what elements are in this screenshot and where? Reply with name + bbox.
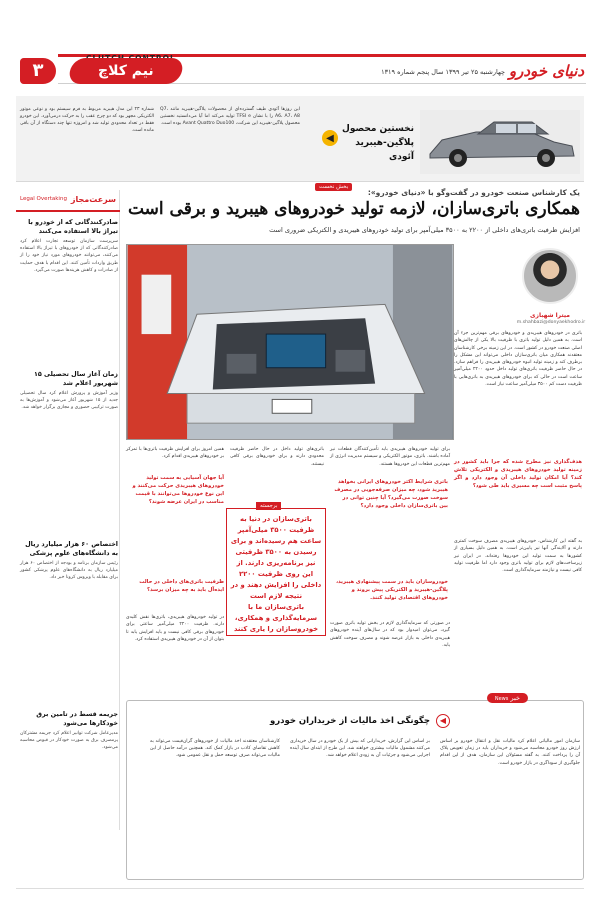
publication-logo: دنیای خودرو — [508, 62, 584, 80]
sidebar-item-title: جریمه قسط در تامین برق خودکارها می‌شود — [36, 710, 118, 727]
sidebar-title: سرعت‌مجاز — [70, 195, 116, 204]
pull-quote: باتری‌سازان در دنیا به ظرفیت ۳۵۰۰ میلی‌آمپر ساعت هم رسیده‌اند و برای رسیدن به ۳۵۰۰ ظرفیتی نیز برنامه‌ریزی دارند. از این روی ظرفیت ۲۲۰۰ داخلی را افزایش دهند و در نتیجه لازم است باتری‌سازان ما با سرمایه‌گذاری و همکاری، خودروسازان را یاری کنند — [230, 515, 322, 633]
sidebar-item-title: اختصاص ۶۰ هزار میلیارد ریال به دانشگاه‌های علوم پزشکی — [25, 540, 118, 557]
pull-quote-tag: برجسته — [256, 502, 281, 510]
news-tag-en: News — [494, 696, 509, 702]
author-name: میترا شهبازی — [529, 312, 570, 319]
article-question: ظرفیت باتری‌های داخلی در حالت ایده‌آل باید به چه میزان برسد؟ — [139, 579, 224, 593]
article-question: آیا جهان آسیایی به سمت تولید خودروهای هیبریدی حرکت می‌کنند و این نوع خودروها می‌توانند با قیمت مناسب در ایران عرضه شوند؟ — [132, 475, 224, 505]
article-column-right-2: به گفته این کارشناس، خودروهای هیبریدی مصرف سوخت کمتری دارند و آلایندگی آنها نیز پایین‌تر است. به همین دلیل بسیاری از کشورها به سمت تولید این خودروها رفته‌اند. در ایران نیز زیرساخت‌های لازم برای تولید باتری وجود دارد اما ظرفیت تولید کافی نیست و نیازمند سرمایه‌گذاری است. — [454, 539, 582, 574]
article-question: هدف‌گذاری نیز مطرح شده که جرا باید کشور در زمینه تولید خودروهای هیبریدی و الکتریکی تلاش کند؟ آیا امکان تولید داخلی آن وجود دارد و اگر پاسخ مثبت است چه مسیری باید طی شود؟ — [454, 459, 582, 489]
sidebar-item-title: صادرکنندگانی که از خودرو با تیراژ بالا استفاده می‌کنند — [28, 218, 118, 235]
article-column-right: باتری در خودروهای هیبریدی و خودروهای برقی مهم‌ترین جزء آن است. به همین دلیل تولید باتری با ظرفیت بالا یکی از چالش‌های اصلی صنعت خودرو در کشور است. در این زمینه برخی کارشناسان معتقدند همکاری میان باتری‌سازان داخلی می‌تواند این مشکل را برطرف کند و زمینه تولید انبوه خودروهای هیبریدی را فراهم سازد. در حال حاضر ظرفیت باتری‌های تولید داخل حدود ۲۲۰۰ میلی‌آمپر ساعت است در حالی که برای خودروهای هیبریدی به باتری‌هایی با ظرفیت دست کم ۳۵۰۰ میلی‌آمپر ساعت نیاز است. — [454, 331, 582, 388]
article-column-center: باتری‌های تولید داخل در حال حاضر ظرفیت محدودی دارند و برای خودروهای برقی کافی نیستند. — [230, 447, 324, 467]
kicker-tag: بخش نخست — [315, 183, 352, 191]
article-column-left-2: در تولید خودروهای هیبریدی، باتری‌ها نقش کلیدی دارند. ظرفیت ۲۲۰۰ میلی‌آمپر ساعتی برای خودروهای برقی کافی نیست و باید افزایش یابد تا بتوان از آن در خودروهای هیبریدی استفاده کرد. — [126, 615, 224, 642]
article-column-left: همین امروز برای افزایش ظرفیت باتری‌ها با تمرکز بر خودروهای هیبریدی اقدام کرد. — [126, 447, 224, 460]
teaser-title: نخستین محصول پلاگین-هیبرید آئودی — [342, 124, 414, 162]
section-title-fa: نیم کلاچ — [98, 63, 154, 79]
news-box — [126, 700, 584, 880]
car-image — [420, 110, 580, 174]
news-tag-fa: خبر — [510, 694, 520, 702]
sidebar-item-body: مدیرعامل شرکت توانیر اعلام کرد جریمه مشترکان پرمصرف برق به صورت خودکار در قبوض محاسبه می‌شود. — [20, 731, 118, 751]
arrow-left-icon: ◀ — [436, 714, 450, 728]
section-badge — [67, 58, 185, 84]
article-headline: همکاری باتری‌سازان، لازمه تولید خودروهای هیبرید و برقی است — [127, 199, 580, 219]
news-tag — [487, 693, 528, 703]
news-column: سازمان امور مالیاتی اعلام کرد مالیات نقل و انتقال خودرو بر اساس ارزش روز خودرو محاسبه می‌شود و خریداران باید در زمان تعویض پلاک آن را پرداخت کنند. به گفته مسئولان این سازمان، هدف از این اقدام جلوگیری از سوداگری در بازار خودرو است. — [440, 739, 580, 766]
author-avatar — [522, 248, 578, 304]
sidebar-item — [20, 540, 118, 582]
teaser-text-2: شماره ۲۳ این مدل هیبرید مربوط به فرم سیستم بود و نوعی موتور الکتریکی مجهز بود که دو چرخ عقب را به حرکت درمی‌آورد. این خودرو فقط در تعداد محدودی تولید شد و امروزه تنها چند دستگاه از آن باقی مانده است. — [20, 107, 154, 133]
article-column-middle: برای تولید خودروهای هیبریدی باید تأمین‌کنندگان قطعات نیز آماده باشند. باتری، موتور الکتریکی و سیستم مدیریت انرژی از مهم‌ترین قطعات این خودروها هستند. — [330, 447, 450, 467]
news-title: چگونگی اخذ مالیات از خریداران خودرو — [269, 716, 430, 726]
arrow-left-icon: ◀ — [322, 130, 338, 146]
sidebar-item — [20, 370, 118, 412]
news-column: کارشناسان معتقدند اخذ مالیات از خودروهای گران‌قیمت می‌تواند به کاهش تقاضای کاذب در بازار کمک کند. همچنین درآمد حاصل از این مالیات می‌تواند صرف توسعه حمل و نقل عمومی شود. — [150, 739, 280, 759]
issue-line: چهارشنبه ۲۵ تیر ۱۳۹۹ سال پنجم شماره ۱۳۱۹ — [381, 68, 505, 76]
page-number: ۳ — [20, 58, 56, 84]
sidebar-item — [20, 710, 118, 752]
article-question: خودروسازان باید در سمت پیشنهادی هیبرید، پلاگین-هیبرید و الکتریکی پیش بروند و خودروهای اقتصادی تولید کنند. — [336, 579, 448, 601]
article-column-middle-2: در صورتی که سرمایه‌گذاری لازم در بخش تولید باتری صورت گیرد، می‌توان امیدوار بود که در سال‌های آینده خودروهای هیبریدی داخلی به بازار عرضه شوند و مصرف سوخت کاهش یابد. — [330, 621, 450, 648]
sidebar-item-title: زمان آغاز سال تحصیلی ۱۵ شهریور اعلام شد — [33, 370, 118, 387]
article-subhead: افزایش ظرفیت باتری‌های داخلی از ۲۲۰۰ به ۳۵۰۰ میلی‌آمپر برای تولید خودروهای هیبریدی و الکتریکی ضروری است — [269, 226, 580, 234]
sidebar-item-body: وزیر آموزش و پرورش اعلام کرد سال تحصیلی جدید از ۱۵ شهریور آغاز می‌شود و آموزش‌ها به صورت ترکیبی حضوری و مجازی برگزار خواهد شد. — [20, 391, 118, 411]
news-column: بر اساس این گزارش، خریدارانی که بیش از یک خودرو در سال خریداری می‌کنند مشمول مالیات بیشتری خواهند شد. این طرح از ابتدای سال آینده اجرایی می‌شود و جزئیات آن به زودی اعلام خواهد شد. — [290, 739, 430, 759]
article-photo — [126, 244, 454, 440]
sidebar-header — [16, 192, 120, 212]
sidebar-item-body: رئیس سازمان برنامه و بودجه از اختصاص ۶۰ هزار میلیارد ریال به دانشگاه‌های علوم پزشکی کشور برای مقابله با ویروس کرونا خبر داد. — [20, 561, 118, 581]
author-email: m.shahbazi@donyaekhodro.ir — [516, 320, 586, 325]
article-question: باتری شرایط اکثر خودروهای ایرانی بخواهد هیبرید شود، چه میزان صرفه‌جویی در مصرف سوخت صورت می‌گیرد؟ آیا چنین توانی در بین باتری‌سازان داخلی وجود دارد؟ — [334, 479, 448, 509]
footer-rule — [16, 888, 584, 889]
teaser-text-1: این روزها آئودی طیف گسترده‌ای از محصولات پلاگین-هیبرید مانند Q7، A6، A7، A8 را با نشان TFSI e تولید می‌کند اما آیا می‌دانستید نخستین محصول پلاگین-هیبرید این شرکت، Avant Quattro Duo100 بوده است. — [160, 107, 300, 126]
article-kicker: یک کارشناس صنعت خودرو در گفت‌وگو با «دنیای خودرو»: — [367, 188, 580, 197]
sidebar-item — [20, 218, 118, 274]
sidebar-title-en: Legal Overtaking — [20, 196, 67, 202]
sidebar-item-body: سرپرست سازمان توسعه تجارت اعلام کرد صادرکنندگانی که از خودروهای با تیراژ بالا استفاده می‌کنند، می‌توانند خودروهای مورد نیاز خود را از طریق واردات تأمین کنند. این اقدام با هدف حمایت از صادرات و کاهش هزینه‌ها صورت می‌گیرد. — [20, 239, 118, 273]
